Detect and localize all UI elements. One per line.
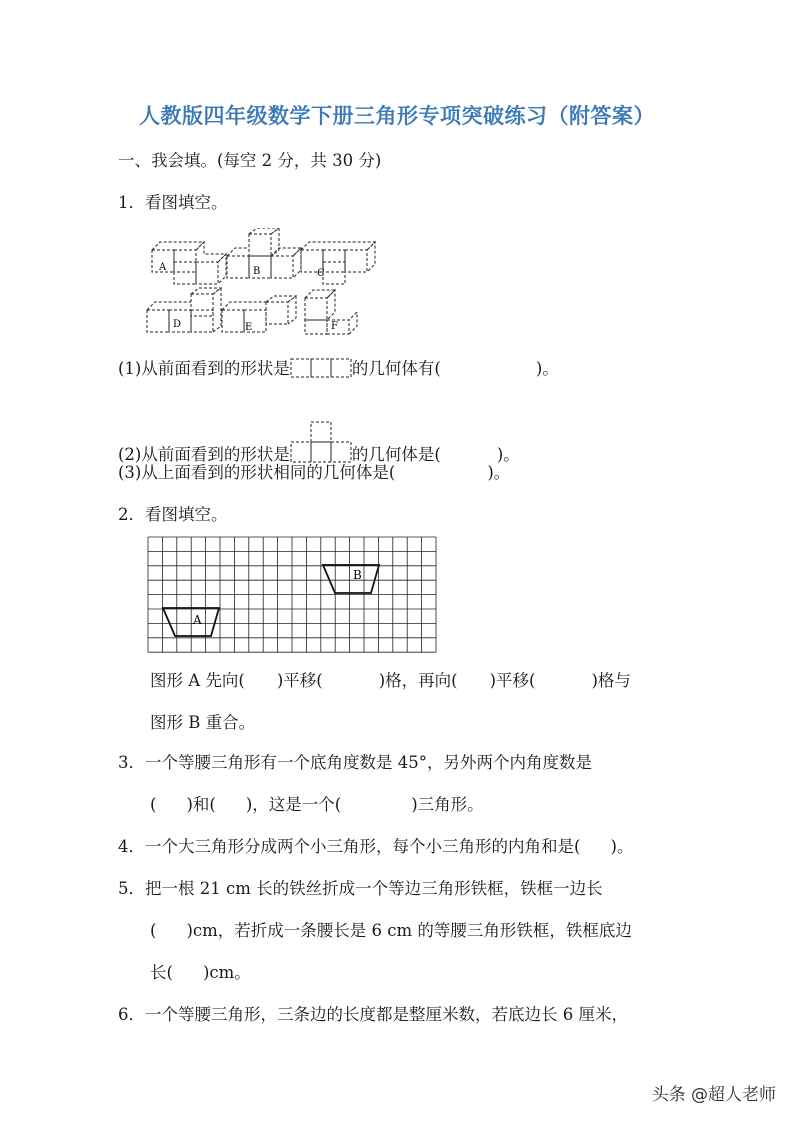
q5-line1: 5．把一根 21 cm 长的铁丝折成一个等边三角形铁框，铁框一边长: [118, 879, 603, 898]
solid-e: [222, 296, 296, 332]
solid-c: [301, 242, 375, 284]
trapezoid-b: [323, 565, 379, 593]
solid-label-e: E: [245, 322, 253, 333]
q4-line1: 4．一个大三角形分成两个小三角形，每个小三角形的内角和是( )。: [118, 837, 634, 856]
q1-part2: (2)从前面看到的形状是 的几何体是( )。: [118, 420, 520, 466]
front-view-shape-2: [290, 420, 352, 464]
q5-line3: 长( )cm。: [150, 963, 251, 982]
q2-heading: 2．看图填空。: [118, 505, 228, 524]
translation-grid: [147, 536, 439, 654]
page-title: 人教版四年级数学下册三角形专项突破练习（附答案）: [139, 104, 655, 128]
solid-d: [147, 288, 221, 332]
solid-b: [227, 228, 301, 278]
solid-label-a: A: [159, 262, 167, 273]
shape-label-a: A: [193, 613, 202, 627]
section-heading: 一、我会填。(每空 2 分，共 30 分): [118, 151, 382, 170]
q5-line2: ( )cm，若折成一条腰长是 6 cm 的等腰三角形铁框，铁框底边: [150, 921, 632, 940]
q1-heading: 1．看图填空。: [118, 193, 228, 212]
q6-line1: 6．一个等腰三角形，三条边的长度都是整厘米数，若底边长 6 厘米，: [118, 1005, 628, 1024]
q2-line1: 图形 A 先向( )平移( )格，再向( )平移( )格与: [150, 671, 631, 690]
q1-part3: (3)从上面看到的形状相同的几何体是( )。: [118, 463, 511, 482]
q3-line1: 3．一个等腰三角形有一个底角度数是 45°，另外两个内角度数是: [118, 753, 592, 772]
solid-label-c: C: [317, 268, 325, 279]
front-view-shape-1: [290, 358, 352, 378]
q1-part1: (1)从前面看到的形状是 的几何体有( )。: [118, 359, 559, 378]
shape-label-b: B: [353, 568, 362, 582]
q2-line2: 图形 B 重合。: [150, 713, 256, 732]
solid-label-f: F: [331, 321, 338, 332]
watermark: 头条 @超人老师: [651, 1085, 776, 1105]
solid-label-d: D: [173, 319, 182, 330]
q3-line2: ( )和( )，这是一个( )三角形。: [150, 795, 484, 814]
cube-solids-figure: [145, 228, 385, 340]
solid-label-b: B: [253, 266, 261, 277]
